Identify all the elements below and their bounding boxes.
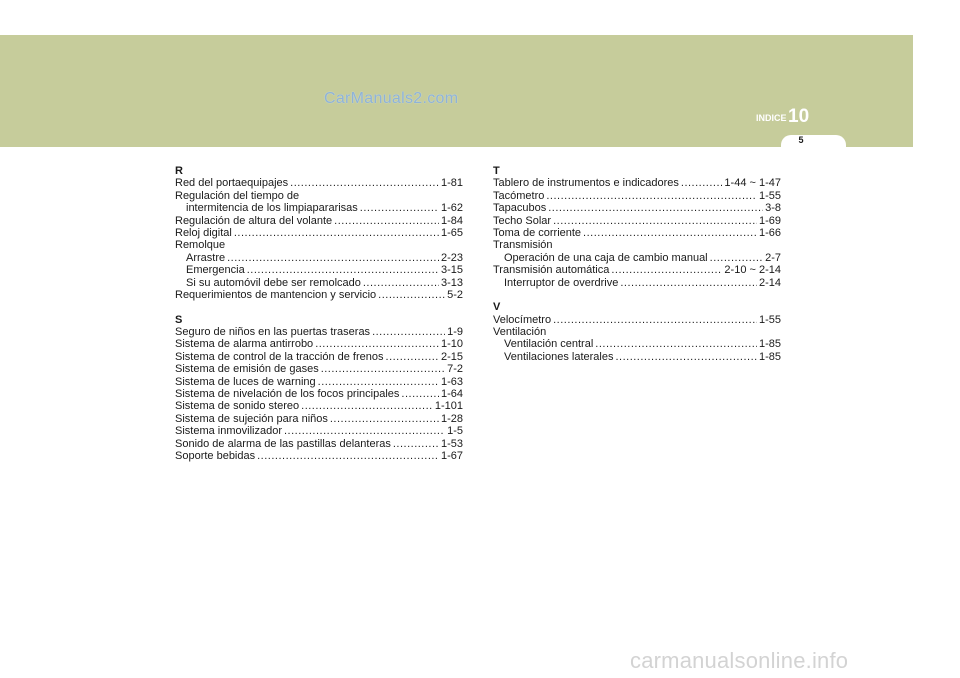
entry-text: Seguro de niños en las puertas traseras <box>175 326 371 339</box>
leader-dots <box>595 338 757 350</box>
entry-text: Interruptor de overdrive <box>504 276 619 289</box>
entry-page: 7-2 <box>447 363 463 376</box>
watermark-logo: CarManuals2.com <box>324 90 459 107</box>
leader-dots <box>284 425 445 437</box>
index-entry <box>175 400 463 412</box>
leader-dots <box>548 202 763 214</box>
index-entry <box>175 425 463 437</box>
entry-text: Requerimientos de mantencion y servicio <box>175 288 377 301</box>
entry-page: 1-85 <box>758 338 781 351</box>
leader-dots <box>334 215 439 227</box>
entry-page: 3-15 <box>440 264 463 277</box>
index-subentry <box>175 202 463 214</box>
index-entry <box>175 351 463 363</box>
index-entry <box>175 338 463 350</box>
section-letter-v: V <box>493 301 501 314</box>
leader-dots <box>710 252 763 264</box>
index-entry <box>175 376 463 388</box>
leader-dots <box>553 314 757 326</box>
section-gap <box>493 289 781 301</box>
index-subentry <box>493 277 781 289</box>
entry-text: Reloj digital <box>175 226 232 239</box>
index-entry <box>493 202 781 214</box>
section-letter-t: T <box>493 165 500 177</box>
entry-text: Red del portaequipajes <box>175 177 289 190</box>
leader-dots <box>378 289 445 301</box>
index-entry <box>493 227 781 239</box>
entry-text: Toma de corriente <box>493 226 582 239</box>
entry-text: Regulación de altura del volante <box>175 214 333 227</box>
entry-page: 1-64 <box>440 388 463 401</box>
leader-dots <box>620 277 757 289</box>
section-letter-s: S <box>175 313 183 326</box>
entry-page: 1-65 <box>440 226 463 239</box>
entry-page: 3-8 <box>765 202 781 215</box>
entry-text: Tacómetro <box>493 189 545 202</box>
entry-page: 1-81 <box>440 177 463 190</box>
entry-text: Tapacubos <box>493 202 547 215</box>
entry-text: Sistema de control de la tracción de frenos <box>175 350 384 363</box>
entry-page: 1-84 <box>440 214 463 227</box>
entry-page: 2-14 <box>758 276 781 289</box>
entry-text: Techo Solar <box>493 214 552 227</box>
index-column-left <box>175 165 463 462</box>
entry-text: Arrastre <box>186 251 226 264</box>
entry-page: 1-9 <box>447 326 463 339</box>
entry-page: 2-15 <box>440 350 463 363</box>
entry-text: Sistema de emisión de gases <box>175 363 319 376</box>
leader-dots <box>257 450 439 462</box>
leader-dots <box>386 351 439 363</box>
index-entry <box>175 438 463 450</box>
entry-page: 3-13 <box>440 276 463 289</box>
entry-page: 1-101 <box>434 400 463 413</box>
index-heading: Remolque <box>175 239 226 252</box>
index-heading: Ventilación <box>493 326 547 339</box>
site-watermark: carmanualsonline.info <box>630 648 849 673</box>
index-entry <box>175 363 463 375</box>
index-entry <box>175 326 463 338</box>
entry-text: Sistema de alarma antirrobo <box>175 338 314 351</box>
entry-page: 1-67 <box>440 449 463 462</box>
leader-dots <box>615 351 757 363</box>
index-subentry <box>175 264 463 276</box>
leader-dots <box>301 400 433 412</box>
leader-dots <box>372 326 445 338</box>
leader-dots <box>546 190 757 202</box>
index-entry <box>175 413 463 425</box>
entry-page: 1-55 <box>758 189 781 202</box>
index-entry <box>493 264 781 276</box>
entry-text: Sistema de nivelación de los focos principales <box>175 388 400 401</box>
entry-page: 1-85 <box>758 350 781 363</box>
entry-text: Sistema inmovilizador <box>175 425 282 438</box>
entry-page: 1-44 ~ 1-47 <box>724 177 781 190</box>
entry-page: 1-10 <box>440 338 463 351</box>
leader-dots <box>290 177 439 189</box>
index-entry <box>175 388 463 400</box>
leader-dots <box>247 264 439 276</box>
entry-text: Operación de una caja de cambio manual <box>504 251 708 264</box>
entry-page: 2-10 ~ 2-14 <box>724 264 781 277</box>
entry-page: 1-63 <box>440 375 463 388</box>
index-subentry <box>493 338 781 350</box>
entry-page: 2-23 <box>440 251 463 264</box>
index-entry <box>175 215 463 227</box>
entry-text: Sistema de sonido stereo <box>175 400 300 413</box>
page-number: 5 <box>798 135 804 145</box>
index-subentry <box>493 351 781 363</box>
leader-dots <box>553 215 757 227</box>
leader-dots <box>611 264 722 276</box>
entry-page: 1-53 <box>440 437 463 450</box>
leader-dots <box>363 277 439 289</box>
entry-page: 1-55 <box>758 313 781 326</box>
index-subentry <box>175 252 463 264</box>
index-heading: Transmisión <box>493 239 553 252</box>
entry-text: Velocímetro <box>493 313 552 326</box>
leader-dots <box>227 252 439 264</box>
index-column-right <box>493 165 781 363</box>
index-entry <box>175 450 463 462</box>
entry-text: Ventilación central <box>504 338 594 351</box>
index-entry <box>493 190 781 202</box>
entry-page: 5-2 <box>447 288 463 301</box>
entry-page: 1-69 <box>758 214 781 227</box>
entry-text: Tablero de instrumentos e indicadores <box>493 177 679 190</box>
index-entry <box>175 177 463 189</box>
entry-text: Sistema de sujeción para niños <box>175 412 328 425</box>
entry-page: 2-7 <box>765 251 781 264</box>
entry-text: Soporte bebidas <box>175 449 256 462</box>
entry-text: Ventilaciones laterales <box>504 350 614 363</box>
entry-page: 1-28 <box>440 412 463 425</box>
index-entry <box>175 227 463 239</box>
section-letter-r: R <box>175 165 183 177</box>
chapter-label: INDICE <box>756 113 787 123</box>
leader-dots <box>315 338 439 350</box>
entry-page: 1-62 <box>440 202 463 215</box>
chapter-number: 10 <box>788 106 810 127</box>
leader-dots <box>330 413 439 425</box>
leader-dots <box>401 388 439 400</box>
leader-dots <box>318 376 439 388</box>
leader-dots <box>393 438 439 450</box>
entry-text: Transmisión automática <box>493 264 610 277</box>
index-subentry <box>493 252 781 264</box>
index-entry <box>493 314 781 326</box>
index-heading: Regulación del tiempo de <box>175 189 300 202</box>
entry-text: Si su automóvil debe ser remolcado <box>186 276 361 289</box>
leader-dots <box>360 202 439 214</box>
leader-dots <box>234 227 439 239</box>
entry-page: 1-5 <box>447 425 463 438</box>
entry-text: Sistema de luces de warning <box>175 375 316 388</box>
index-entry <box>175 289 463 301</box>
section-gap <box>175 301 463 313</box>
index-entry <box>493 177 781 189</box>
leader-dots <box>321 363 445 375</box>
entry-text: Emergencia <box>186 264 245 277</box>
leader-dots <box>681 177 723 189</box>
leader-dots <box>583 227 757 239</box>
entry-page: 1-66 <box>758 226 781 239</box>
index-entry <box>493 215 781 227</box>
entry-text: Sonido de alarma de las pastillas delanteras <box>175 437 391 450</box>
entry-text: intermitencia de los limpiapararisas <box>186 202 358 215</box>
index-subentry <box>175 277 463 289</box>
